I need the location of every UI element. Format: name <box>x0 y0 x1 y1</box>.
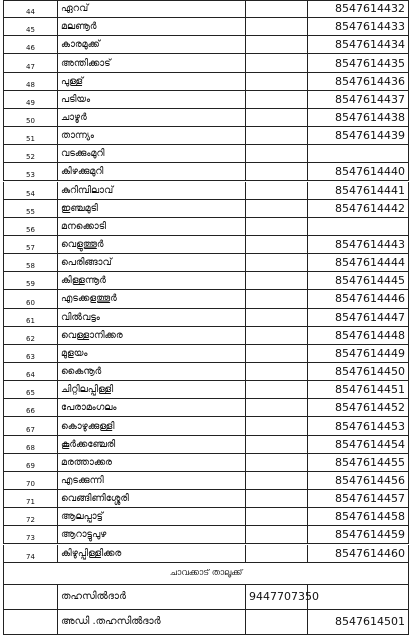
table-row <box>3 399 409 417</box>
serial-number: 46 <box>3 36 58 53</box>
table-row <box>3 381 409 399</box>
table-row <box>3 91 409 109</box>
village-name: കിഴക്കുമുറി <box>58 163 246 180</box>
extra-phone <box>246 399 308 416</box>
table-row <box>3 472 409 490</box>
village-phone <box>308 145 409 162</box>
table-row <box>3 272 409 290</box>
extra-phone <box>246 36 308 53</box>
village-name: വിൽവട്ടം <box>58 309 246 326</box>
table-row <box>3 73 409 91</box>
table-row <box>3 309 409 327</box>
extra-phone <box>246 345 308 362</box>
serial-number: 58 <box>3 254 58 271</box>
serial-number: 47 <box>3 54 58 71</box>
table-row <box>3 254 409 272</box>
village-name: ആലപ്പാട്ട് <box>58 508 246 525</box>
officer-row <box>3 585 409 610</box>
village-name: ചിറ്റിലപ്പിള്ളി <box>58 381 246 398</box>
village-phone: 8547614435 <box>308 54 409 71</box>
serial-number: 59 <box>3 272 58 289</box>
village-phone: 8547614460 <box>308 545 409 562</box>
extra-phone <box>246 490 308 507</box>
village-phone: 8547614433 <box>308 18 409 35</box>
serial-number: 70 <box>3 472 58 489</box>
serial-number: 69 <box>3 454 58 471</box>
extra-phone <box>246 309 308 326</box>
serial-number: 53 <box>3 163 58 180</box>
village-name: മരത്താക്കര <box>58 454 246 471</box>
serial-number: 68 <box>3 436 58 453</box>
table-row <box>3 18 409 36</box>
extra-phone <box>246 545 308 562</box>
village-name: ഇഞ്ചമുടി <box>58 200 246 217</box>
extra-phone <box>246 381 308 398</box>
village-name: മലണൂർ <box>58 18 246 35</box>
extra-phone <box>246 472 308 489</box>
village-name: എടക്കുന്നി <box>58 472 246 489</box>
village-phone: 8547614441 <box>308 182 409 199</box>
village-phone: 8547614442 <box>308 200 409 217</box>
village-name: മനക്കൊടി <box>58 218 246 235</box>
serial-number: 65 <box>3 381 58 398</box>
village-name: കൊഴുക്കുള്ളി <box>58 417 246 434</box>
table-row <box>3 436 409 454</box>
village-phone: 8547614437 <box>308 91 409 108</box>
extra-phone <box>246 363 308 380</box>
village-name: ആറാട്ടുപുഴ <box>58 526 246 543</box>
village-phone: 8547614432 <box>308 0 409 17</box>
table-row <box>3 145 409 163</box>
officer-phone-secondary <box>308 585 409 609</box>
serial-number: 72 <box>3 508 58 525</box>
village-name: പുള്ള് <box>58 73 246 90</box>
extra-phone <box>246 454 308 471</box>
village-name: മുളയം <box>58 345 246 362</box>
serial-number: 60 <box>3 290 58 307</box>
village-name: ഏറവ് <box>58 0 246 17</box>
village-phone: 8547614454 <box>308 436 409 453</box>
serial-number: 54 <box>3 182 58 199</box>
table-row <box>3 54 409 72</box>
table-row <box>3 236 409 254</box>
serial-number: 55 <box>3 200 58 217</box>
village-name: കിള്ളന്നൂർ <box>58 272 246 289</box>
serial-number: 66 <box>3 399 58 416</box>
serial-number: 50 <box>3 109 58 126</box>
village-phone-table <box>3 0 409 640</box>
village-name: പേരാമംഗലം <box>58 399 246 416</box>
serial-number: 67 <box>3 417 58 434</box>
serial-number: 71 <box>3 490 58 507</box>
village-phone: 8547614445 <box>308 272 409 289</box>
table-row <box>3 345 409 363</box>
village-phone: 8547614440 <box>308 163 409 180</box>
extra-phone <box>246 0 308 17</box>
serial-number: 48 <box>3 73 58 90</box>
extra-phone <box>246 417 308 434</box>
extra-phone <box>246 327 308 344</box>
extra-phone <box>246 91 308 108</box>
village-name: എടക്കളത്തൂർ <box>58 290 246 307</box>
serial-number: 63 <box>3 345 58 362</box>
village-phone: 8547614457 <box>308 490 409 507</box>
serial-number: 45 <box>3 18 58 35</box>
village-phone: 8547614446 <box>308 290 409 307</box>
village-phone: 8547614436 <box>308 73 409 90</box>
officer-phone-primary: 9447707350 <box>246 585 308 609</box>
officer-row <box>3 610 409 635</box>
table-row <box>3 0 409 18</box>
village-phone: 8547614453 <box>308 417 409 434</box>
table-row <box>3 363 409 381</box>
table-row <box>3 526 409 544</box>
serial-number: 51 <box>3 127 58 144</box>
serial-number: 64 <box>3 363 58 380</box>
village-phone: 8547614458 <box>308 508 409 525</box>
village-phone: 8547614448 <box>308 327 409 344</box>
village-name: താന്ന്യം <box>58 127 246 144</box>
village-name: കുറിമ്പിലാവ് <box>58 182 246 199</box>
extra-phone <box>246 163 308 180</box>
serial-number: 73 <box>3 526 58 543</box>
table-row <box>3 454 409 472</box>
extra-phone <box>246 182 308 199</box>
village-name: കൂർക്കഞ്ചേരി <box>58 436 246 453</box>
village-name: ചാഴൂർ <box>58 109 246 126</box>
serial-number: 56 <box>3 218 58 235</box>
village-phone: 8547614455 <box>308 454 409 471</box>
extra-phone <box>246 508 308 525</box>
table-row <box>3 36 409 54</box>
village-phone: 8547614456 <box>308 472 409 489</box>
extra-phone <box>246 73 308 90</box>
village-phone: 8547614451 <box>308 381 409 398</box>
table-row <box>3 417 409 435</box>
village-name: കിഴുപ്പിള്ളിക്കര <box>58 545 246 562</box>
extra-phone <box>246 200 308 217</box>
village-phone: 8547614439 <box>308 127 409 144</box>
extra-phone <box>246 18 308 35</box>
extra-phone <box>246 218 308 235</box>
village-phone: 8547614449 <box>308 345 409 362</box>
serial-number: 62 <box>3 327 58 344</box>
village-name: വെളുത്തൂർ <box>58 236 246 253</box>
table-row <box>3 290 409 308</box>
table-row <box>3 127 409 145</box>
table-row <box>3 218 409 236</box>
table-row <box>3 490 409 508</box>
village-phone: 8547614450 <box>308 363 409 380</box>
extra-phone <box>246 54 308 71</box>
officer-number-cell <box>3 585 58 609</box>
village-phone: 8547614443 <box>308 236 409 253</box>
village-name: വെങ്ങിണിശ്ശേരി <box>58 490 246 507</box>
table-row <box>3 508 409 526</box>
serial-number: 49 <box>3 91 58 108</box>
table-row <box>3 163 409 181</box>
village-name: വടക്കുംമുറി <box>58 145 246 162</box>
village-name: കൈനൂർ <box>58 363 246 380</box>
village-phone <box>308 218 409 235</box>
serial-number: 52 <box>3 145 58 162</box>
officer-name: അഡി .തഹസിൽദാർ <box>58 610 246 634</box>
extra-phone <box>246 109 308 126</box>
serial-number: 74 <box>3 545 58 562</box>
village-phone: 8547614438 <box>308 109 409 126</box>
village-phone: 8547614434 <box>308 36 409 53</box>
extra-phone <box>246 290 308 307</box>
serial-number: 61 <box>3 309 58 326</box>
officer-phone-secondary: 8547614501 <box>308 610 409 634</box>
village-name: അന്തിക്കാട് <box>58 54 246 71</box>
table-row <box>3 545 409 563</box>
table-row <box>3 327 409 345</box>
officer-name: തഹസിൽദാർ <box>58 585 246 609</box>
extra-phone <box>246 127 308 144</box>
serial-number: 57 <box>3 236 58 253</box>
village-name: കാരമുക്ക് <box>58 36 246 53</box>
village-phone: 8547614459 <box>308 526 409 543</box>
extra-phone <box>246 526 308 543</box>
extra-phone <box>246 254 308 271</box>
village-name: വെള്ളാനിക്കര <box>58 327 246 344</box>
village-phone: 8547614447 <box>308 309 409 326</box>
extra-phone <box>246 436 308 453</box>
table-row <box>3 109 409 127</box>
extra-phone <box>246 145 308 162</box>
taluk-heading: ചാവക്കാട് താലൂക്ക് <box>3 563 409 585</box>
extra-phone <box>246 272 308 289</box>
table-row <box>3 182 409 200</box>
village-name: പെരിങ്ങാവ് <box>58 254 246 271</box>
officer-phone-primary <box>246 610 308 634</box>
village-name: പടിയം <box>58 91 246 108</box>
extra-phone <box>246 236 308 253</box>
table-row <box>3 200 409 218</box>
village-phone: 8547614452 <box>308 399 409 416</box>
officer-number-cell <box>3 610 58 634</box>
serial-number: 44 <box>3 0 58 17</box>
village-phone: 8547614444 <box>308 254 409 271</box>
